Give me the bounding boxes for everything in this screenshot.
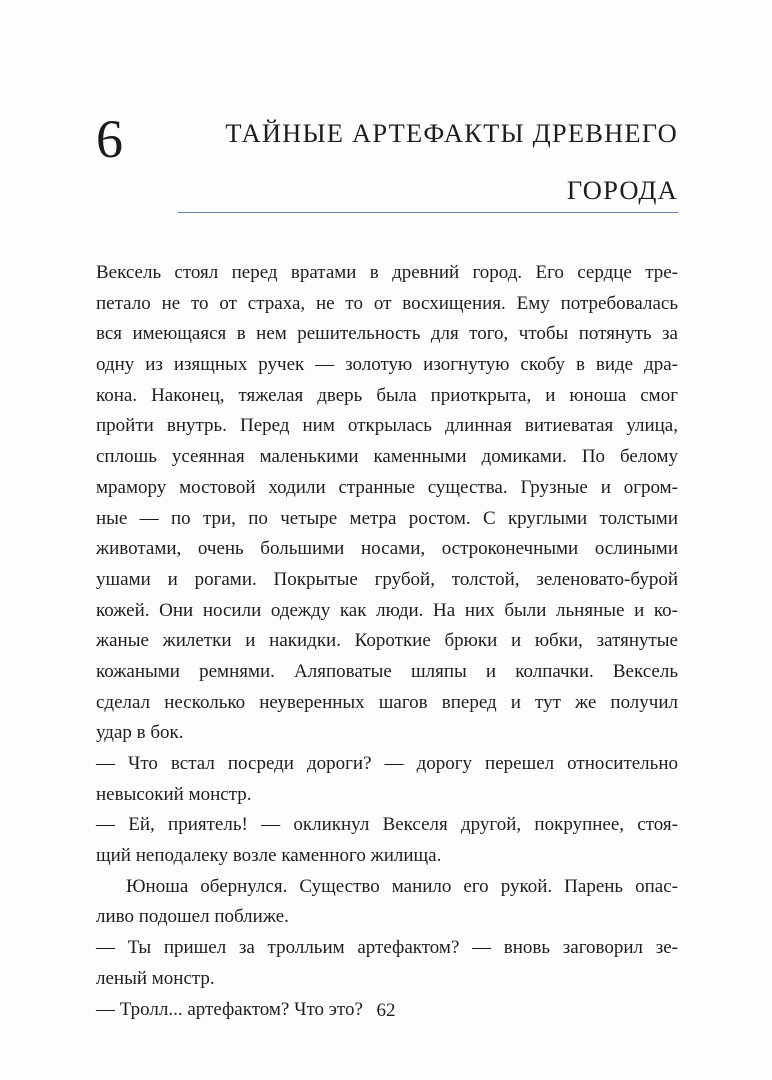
- text-line: мрамору мостовой ходили странные существа. Грузные и огром-: [96, 476, 678, 498]
- text-line: сплошь усеянная маленькими каменными домиками. По белому: [96, 446, 678, 468]
- chapter-title-line-2: ГОРОДА: [566, 175, 678, 205]
- text-line: Юноша обернулся. Существо манило его рукой. Парень опас-: [126, 875, 678, 897]
- text-line: — Что встал посреди дороги? — дорогу перешел относительно: [96, 753, 678, 774]
- text-line: — Ты пришел за тролльим артефактом? — вновь заговорил зе-: [96, 937, 678, 959]
- text-line: вся имеющаяся в нем решительность для того, чтобы потянуть за: [96, 323, 678, 345]
- text-line: леный монстр.: [96, 967, 215, 989]
- text-line: невысокий монстр.: [96, 783, 252, 805]
- text-line: Вексель стоял перед вратами в древний город. Его сердце тре-: [96, 262, 678, 283]
- text-line: животами, очень большими носами, остроконечными ослиными: [96, 538, 678, 560]
- chapter-number: 6: [96, 109, 123, 169]
- text-line: ушами и рогами. Покрытые грубой, толстой, зеленовато-бурой: [96, 568, 678, 590]
- title-underline-rule: [178, 212, 678, 213]
- text-line: сделал несколько неуверенных шагов вперед и тут же получил: [96, 691, 678, 713]
- text-line: ливо подошел поближе.: [96, 906, 289, 928]
- text-line: жаные жилетки и накидки. Короткие брюки и юбки, затянутые: [96, 630, 678, 652]
- text-line: кожаными ремнями. Аляповатые шляпы и колпачки. Вексель: [96, 660, 678, 682]
- text-line: удар в бок.: [96, 722, 184, 744]
- text-line: кона. Наконец, тяжелая дверь была приоткрыта, и юноша смог: [96, 384, 678, 406]
- text-line: петало не то от страха, не то от восхищения. Ему потребовалась: [96, 292, 678, 314]
- text-line: пройти внутрь. Перед ним открылась длинная витиеватая улица,: [96, 415, 678, 437]
- text-line: — Тролл... артефактом? Что это?: [96, 998, 363, 1020]
- text-line: — Ей, приятель! — окликнул Векселя другой, покрупнее, стоя-: [96, 814, 678, 836]
- body-text: [96, 258, 678, 1025]
- page-number: 62: [376, 1000, 396, 1021]
- text-line: ные — по три, по четыре метра ростом. С круглыми толстыми: [96, 507, 678, 529]
- chapter-title-line-1: ТАЙНЫЕ АРТЕФАКТЫ ДРЕВНЕГО: [225, 118, 678, 148]
- text-line: кожей. Они носили одежду как люди. На них были льняные и ко-: [96, 599, 678, 621]
- text-line: одну из изящных ручек — золотую изогнутую скобу в виде дра-: [96, 354, 678, 376]
- text-line: щий неподалеку возле каменного жилища.: [96, 845, 442, 867]
